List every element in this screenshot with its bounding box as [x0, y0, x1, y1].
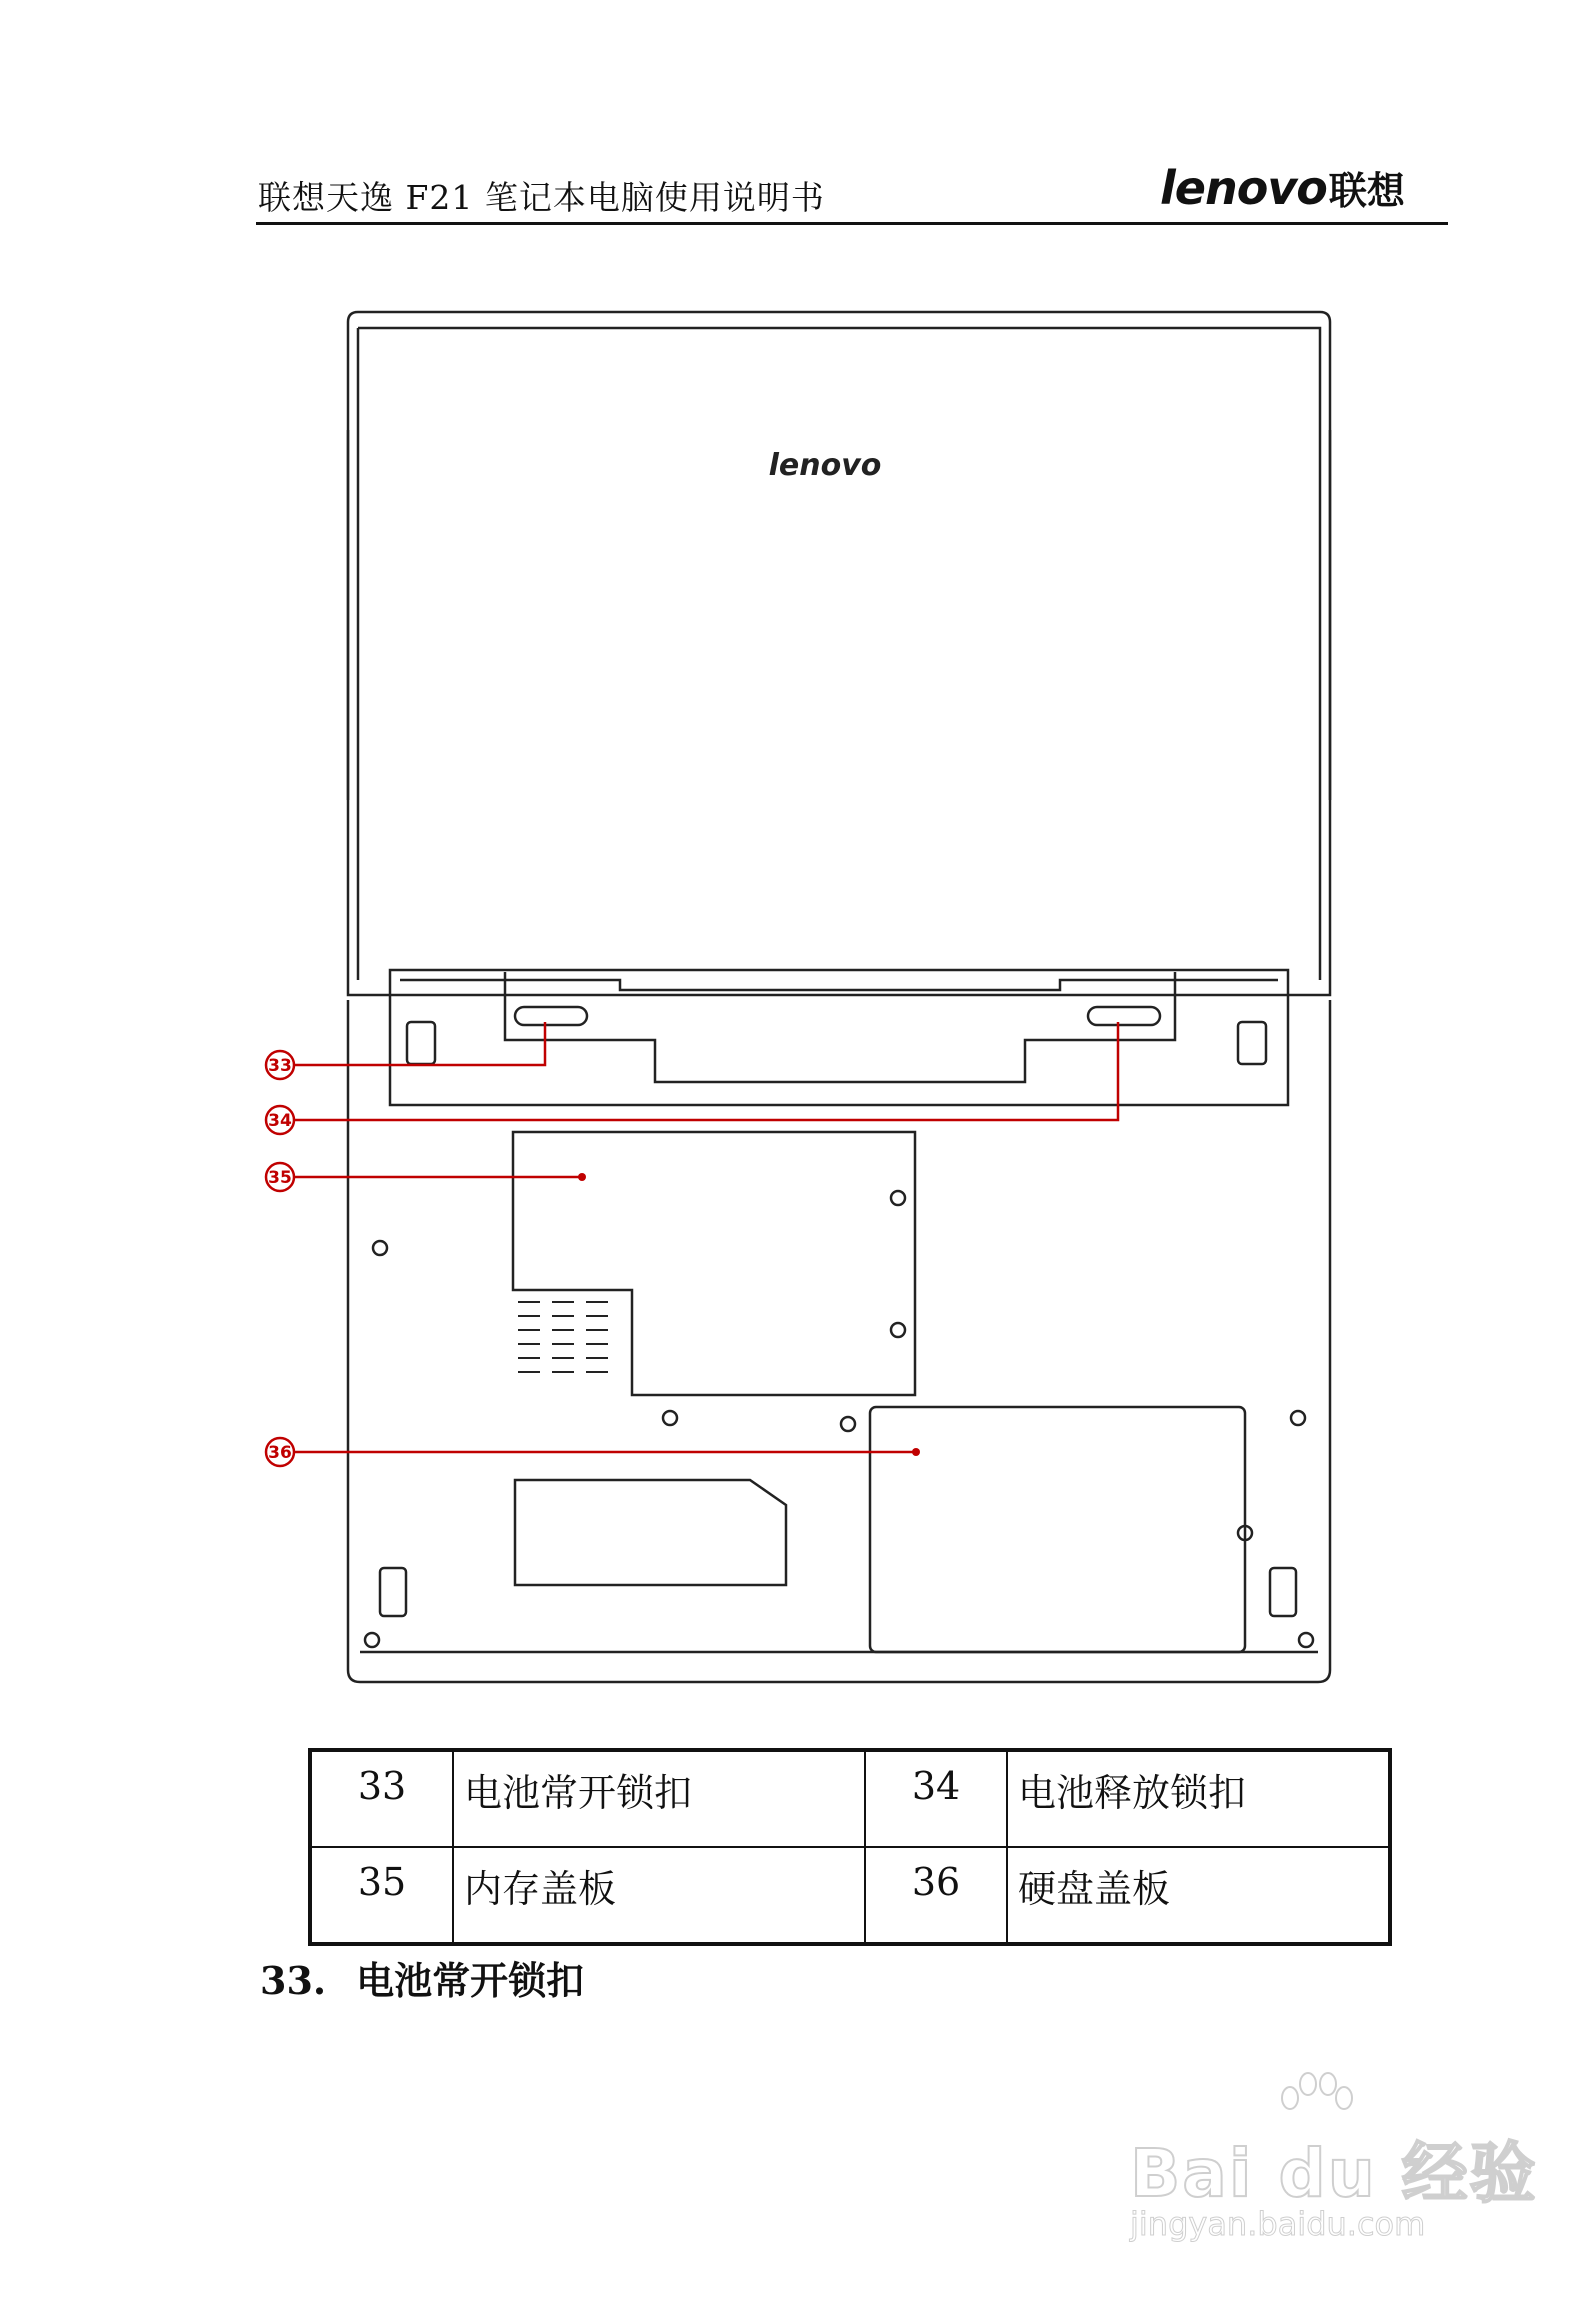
- legend-number-cell: 36: [865, 1847, 1007, 1944]
- header-divider: [256, 222, 1448, 225]
- section-heading: [260, 1950, 584, 2005]
- legend-number-cell: 35: [310, 1847, 453, 1944]
- callout-number-35: 35: [268, 1168, 292, 1188]
- document-header-title: 联想天逸 F21 笔记本电脑使用说明书: [258, 178, 825, 217]
- legend-table: [308, 1748, 1392, 1946]
- legend-label-cell: 电池常开锁扣: [453, 1750, 865, 1847]
- logo-wordmark: lenovo: [1160, 161, 1327, 215]
- legend-label-cell: 硬盘盖板: [1007, 1847, 1390, 1944]
- laptop-line-drawing: [240, 300, 1370, 1690]
- lenovo-logo: [1160, 160, 1405, 215]
- legend-label-cell: 电池释放锁扣: [1007, 1750, 1390, 1847]
- watermark-url: jingyan.baidu.com: [1130, 2205, 1426, 2243]
- section-title: 电池常开锁扣: [356, 1958, 585, 2003]
- lid-logo: lenovo: [768, 448, 882, 483]
- table-row: [310, 1750, 1390, 1847]
- section-number: 33.: [260, 1958, 327, 2003]
- callout-number-33: 33: [268, 1056, 292, 1076]
- laptop-bottom-diagram: [240, 300, 1370, 1690]
- legend-number-cell: 33: [310, 1750, 453, 1847]
- legend-number-cell: 34: [865, 1750, 1007, 1847]
- callout-number-34: 34: [268, 1111, 292, 1131]
- callout-number-36: 36: [268, 1443, 292, 1463]
- baidu-watermark: [1120, 2070, 1538, 2250]
- logo-chinese: 联想: [1328, 169, 1405, 213]
- callout-line-33: [294, 1022, 545, 1065]
- table-row: [310, 1847, 1390, 1944]
- watermark-main-text: Bai du 经验: [1130, 2135, 1538, 2212]
- legend-label-cell: 内存盖板: [453, 1847, 865, 1944]
